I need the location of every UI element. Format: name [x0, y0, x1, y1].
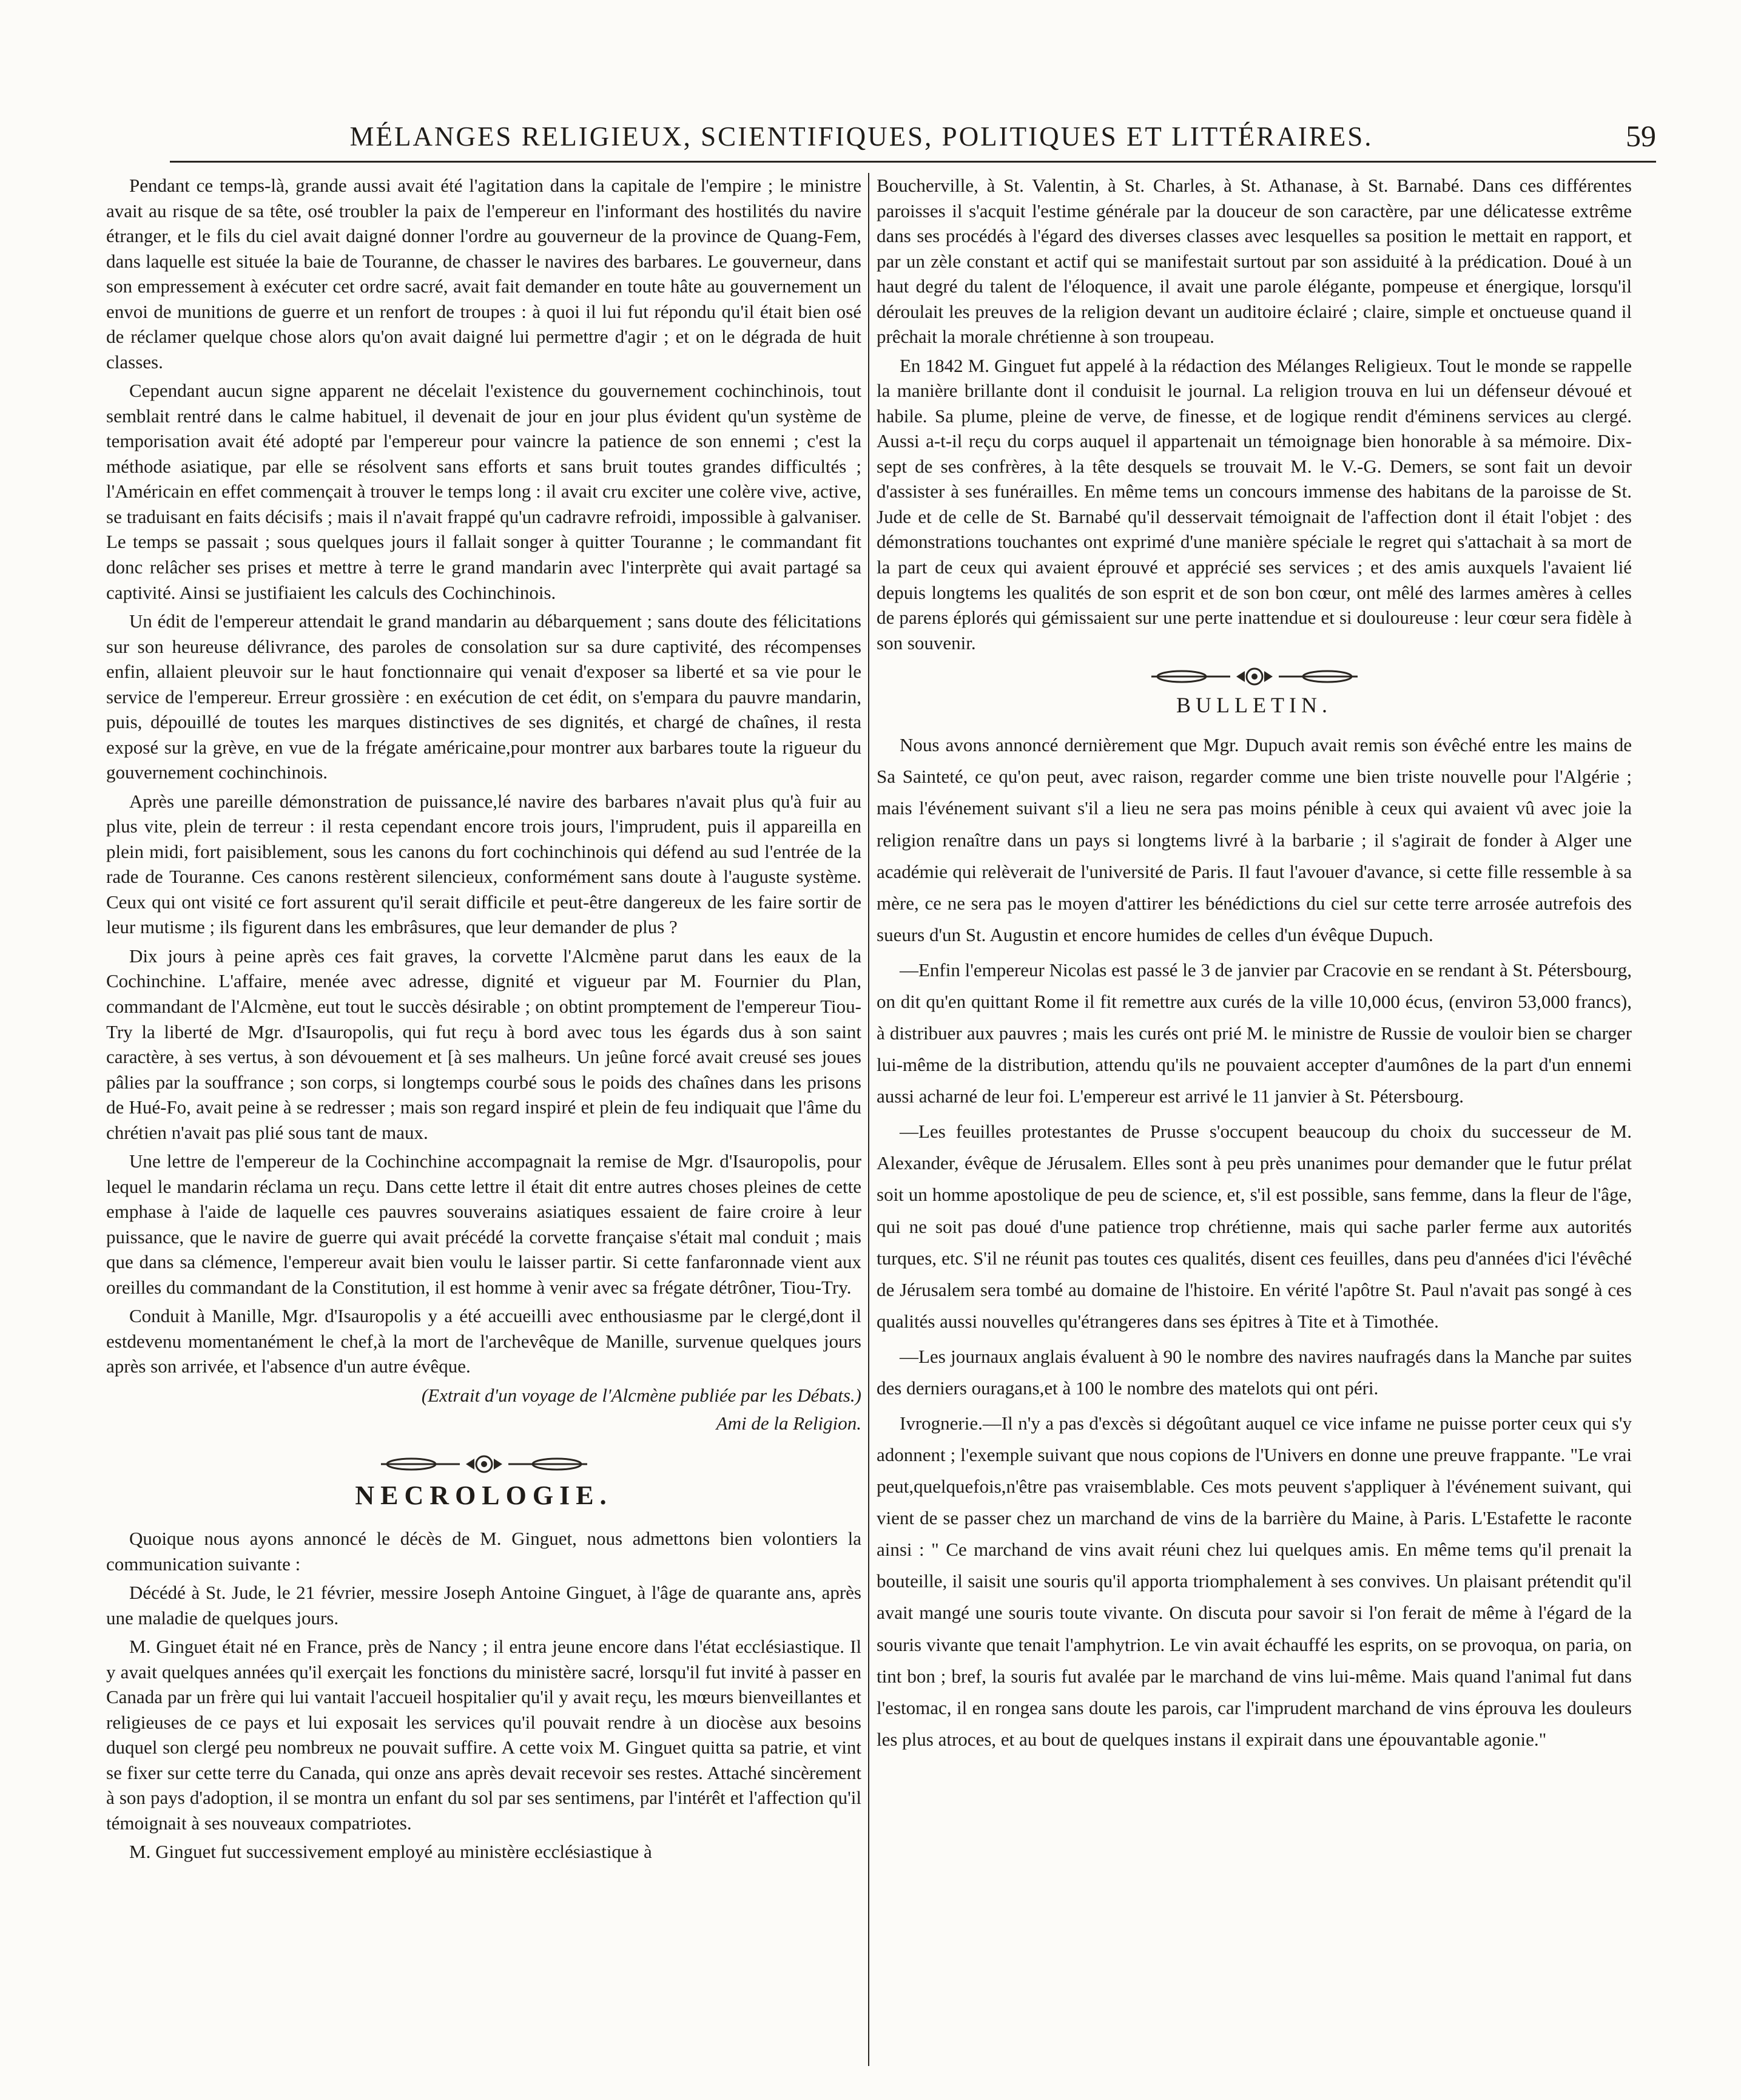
- ornament-divider-icon: [375, 1454, 593, 1474]
- article-paragraph: Dix jours à peine après ces fait graves, la corvette l'Alcmène parut dans les eaux de la Cochinchine. L'affaire, menée avec adresse, dignité et vigueur par M. Fournier du Plan, commandant de l'Alcmène, eut tout le succès désirable ; on obtint promptement de l'empereur Tiou-Try la liberté de Mgr. d'Isauropolis, qui fut reçu à bord avec tous les égards dus à son saint caractère, à ses vertus, à son dévouement et [à ses malheurs. Un jeûne forcé avait creusé ses joues pâlies par la souffrance ; son corps, si longtemps courbé sous le poids des chaînes dans les prisons de Hué-Fo, avait peine à se redresser ; mais son regard inspiré et plein de feu indiquait que l'âme du chrétien n'avait pas plié sous tant de maux.: [106, 945, 861, 1143]
- article-paragraph: M. Ginguet était né en France, près de Nancy ; il entra jeune encore dans l'état ecclésiastique. Il y avait quelques années qu'il exerçait les fonctions du ministère sacré, lorsqu'il fut invité à passer en Canada par un frère qui lui vantait l'accueil hospitalier qu'il y avait reçu, les mœurs bienveillantes et religieuses de ce pays et lui exposait les services qu'il pouvait rendre à un diocèse aux besoins duquel son clergé peu nombreux ne pouvait suffire. A cette voix M. Ginguet quitta sa patrie, et vint se fixer sur cette terre du Canada, qui onze ans après devait recevoir ses restes. Attaché sincèrement à son pays d'adoption, il se montra un enfant du sol par ses sentimens, par l'intérêt et l'affection qu'il témoignait à ses nouveaux compatriotes.: [106, 1636, 861, 1834]
- article-paragraph: Ivrognerie.—Il n'y a pas d'excès si dégoûtant auquel ce vice infame ne puisse porter ceux qui s'y adonnent ; l'exemple suivant que nous copions de l'Univers en donne une preuve frappante. "Le vrai peut,quelquefois,n'être pas vraisemblable. Ces mots peuvent s'appliquer à l'événement suivant, qui vient de se passer chez un marchand de vins de la barrière du Maine, à Paris. L'Estafette le raconte ainsi : " Ce marchand de vins avait réuni chez lui quelques amis. En même tems qu'il prenait la bouteille, il saisit une souris qu'il apporta triomphalement à ses convives. Un plaisant prétendit qu'il avait mangé une souris toute vivante. On discuta pour savoir si l'on ferait de même à l'égard de la souris vivante que tenait l'amphytrion. Le vin avait échauffé les esprits, on se provoqua, on paria, on tint bon ; bref, la souris fut avalée par le marchand de vins lui-même. Mais quand l'animal fut dans l'estomac, il en rongea sans doute les parois, car l'imprudent marchand de vins éprouva les douleurs les plus atroces, et au bout de quelques instans il expirait dans une épouvantable agonie.": [877, 1412, 1632, 1750]
- page-number: 59: [1626, 119, 1656, 153]
- bulletin-section: [877, 729, 1632, 1755]
- citation-source: Ami de la Religion.: [716, 1412, 861, 1434]
- article-paragraph: Boucherville, à St. Valentin, à St. Charles, à St. Athanase, à St. Barnabé. Dans ces différentes paroisses il s'acquit l'estime générale par la douceur de son caractère, par une délicatesse extrême dans ses procédés à l'égard des diverses classes avec lesquelles sa position le mettait en rapport, et par un zèle constant et actif qui se manifestait surtout par son assiduité à la prédication. Doué à un haut degré du talent de l'éloquence, il avait une parole élégante, pompeuse et énergique, lorsqu'il déroulait les preuves de la religion devant un auditoire éclairé ; claire, simple et onctueuse quand il prêchait la morale chrétienne à son troupeau.: [877, 175, 1632, 348]
- article-citation: (Extrait d'un voyage de l'Alcmène publiée par les Débats.): [421, 1384, 861, 1406]
- article-paragraph: Nous avons annoncé dernièrement que Mgr. Dupuch avait remis son évêché entre les mains de Sa Sainteté, ce qu'on peut, avec raison, regarder comme une bien triste nouvelle pour l'Algérie ; mais l'événement suivant s'il a lieu ne sera pas moins pénible à ceux qui avaient vû avec joie la religion renaître dans un pays si longtems livré à la barbarie ; il s'agirait de fonder à Alger une académie qui relèverait de l'université de Paris. Il faut l'avouer d'avance, si cette fille ressemble à sa mère, ce ne sera pas le moyen d'attirer les bénédictions du ciel sur cette terre arrosée autrefois des sueurs d'un St. Augustin et encore humides de celles d'un évêque Dupuch.: [877, 734, 1632, 945]
- article-paragraph: —Les journaux anglais évaluent à 90 le nombre des navires naufragés dans la Manche par suites des derniers ouragans,et à 100 le nombre des matelots qui ont péri.: [877, 1345, 1632, 1399]
- article-paragraph: Après une pareille démonstration de puissance,lé navire des barbares n'avait plus qu'à fuir au plus vite, plein de terreur : il resta cependant encore trois jours, l'imprudent, puis il appareilla en plein midi, fort paisiblement, sous les canons du fort cochinchinois qui défend au sud l'entrée de la rade de Touranne. Ces canons restèrent silencieux, conformément sans doute à l'auguste système. Ceux qui ont visité ce fort assurent qu'il serait difficile et peut-être dangereux de les faire sortir de leur mutisme ; ils figurent dans les embrâsures, que leur demander de plus ?: [106, 790, 861, 938]
- left-column: [106, 173, 861, 2070]
- article-paragraph: En 1842 M. Ginguet fut appelé à la rédaction des Mélanges Religieux. Tout le monde se rappelle la manière brillante dont il conduisit le journal. La religion trouva en lui un défenseur dévoué et habile. Sa plume, pleine de verve, de finesse, et de logique rendit d'éminens services au clergé. Aussi a-t-il reçu du corps auquel il appartenait un témoignage bien honorable à sa mémoire. Dix-sept de ses confrères, à la tête desquels se trouvait M. le V.-G. Demers, se sont fait un devoir d'assister à ses funérailles. En même tems un concours immense des habitans de la paroisse de St. Jude et de celle de St. Barnabé qu'il desservait témoignait de l'affection dont il était l'objet : des démonstrations touchantes ont exprimé d'une manière spéciale le regret qui s'attachait à sa mort de la part de ceux qui avaient éprouvé et apprécié ses services ; et des amis auxquels l'avaient lié depuis longtems les qualités de son esprit et de son bon cœur, ont mêlé des larmes amères à celles de parens éplorés qui gémissaient sur une perte inattendue et si douloureuse : leur cœur sera fidèle à son souvenir.: [877, 354, 1632, 653]
- article-paragraph: Une lettre de l'empereur de la Cochinchine accompagnait la remise de Mgr. d'Isauropolis, pour lequel le mandarin réclama un reçu. Dans cette lettre il était dit entre autres choses pleines de cette emphase à l'aide de laquelle ces pauvres souverains asiatiques essaient de faire croire à leur puissance, que le navire de guerre qui avait précédé la corvette française s'était mal conduit ; mais que dans sa clémence, l'empereur avait bien voulu le laisser partir. Si cette fanfaronnade vient aux oreilles du commandant de la Constitution, il est homme à venir avec sa frégate détrôner, Tiou-Try.: [106, 1150, 861, 1298]
- article-paragraph: Quoique nous ayons annoncé le décès de M. Ginguet, nous admettons bien volontiers la communication suivante :: [106, 1527, 861, 1575]
- article-paragraph: Cependant aucun signe apparent ne décelait l'existence du gouvernement cochinchinois, tout semblait rentré dans le calme habituel, il devenait de jour en jour plus évident qu'un système de temporisation avait été adopté par l'empereur pour vaincre la patience de son ennemi ; c'est la méthode asiatique, par elle se résolvent sans efforts et sans bruit toutes grandes difficultés ; l'Américain en effet commençait à trouver le temps long : il avait cru exciter une colère vive, active, se traduisant en faits décisifs ; mais il n'avait frappé qu'un cadravre refroidi, impossible à galvaniser. Le temps se passait ; sous quelques jours il fallait songer à quitter Touranne ; le commandant fit donc relâcher ses prises et mettre à terre le grand mandarin avec l'interprète qui avait partagé sa captivité. Ainsi se justifiaient les calculs des Cochinchinois.: [106, 380, 861, 603]
- bulletin-heading: BULLETIN.: [1176, 693, 1332, 718]
- article-paragraph: —Les feuilles protestantes de Prusse s'occupent beaucoup du choix du successeur de M. Alexander, évêque de Jérusalem. Elles sont à peu près unanimes pour demander que le futur prélat soit un homme apostolique de peu de science, et, s'il est possible, sans femme, dans la fleur de l'âge, qui ne soit pas doué d'une patience trop chrétienne, mais qui sache parler ferme aux autorités turques, etc. S'il ne réunit pas toutes ces qualités, disent ces feuilles, dans peu d'années d'ici l'évêché de Jérusalem sera tombé au domaine de l'histoire. En vérité l'apôtre St. Paul n'avait pas songé à ces qualités aussi nouvelles qu'étrangeres dans ses épitres à Tite et à Timothée.: [877, 1121, 1632, 1332]
- ornament-divider-icon: [1145, 666, 1364, 687]
- article-paragraph: Un édit de l'empereur attendait le grand mandarin au débarquement ; sans doute des félicitations sur son heureuse délivrance, des paroles de consolation sur sa dure captivité, des récompenses enfin, allaient pleuvoir sur le haut fonctionnaire qui venait d'exposer sa liberté et sa vie pour le service de l'empereur. Erreur grossière : en exécution de cet édit, on s'empara du pauvre mandarin, puis, dépouillé de toutes les marques distinctives de ses dignités, et chargé de chaînes, il resta exposé sur la grève, en vue de la frégate américaine,pour montrer aux barbares toute la rigueur du gouvernement cochinchinois.: [106, 610, 861, 783]
- article-paragraph: —Enfin l'empereur Nicolas est passé le 3 de janvier par Cracovie en se rendant à St. Pétersbourg, on dit qu'en quittant Rome il fit remettre aux curés de la ville 10,000 écus, (environ 53,000 francs), à distribuer aux pauvres ; mais les curés ont prié M. le ministre de Russie de vouloir bien se charger lui-même de la distribution, attendu qu'ils ne pouvaient accepter d'aumônes de la part d'un ennemi aussi acharné de leur foi. L'empereur est arrivé le 11 janvier à St. Pétersbourg.: [877, 959, 1632, 1107]
- column-divider: [868, 173, 869, 2066]
- article-paragraph: Pendant ce temps-là, grande aussi avait été l'agitation dans la capitale de l'empire ; le ministre avait au risque de sa tête, osé troubler la paix de l'empereur en l'informant des hostilités du navire étranger, et le fils du ciel avait daigné donner l'ordre au gouverneur de la province de Quang-Fem, dans laquelle est située la baie de Touranne, de chasser le navires des barbares. Le gouverneur, dans son empressement à exécuter cet ordre sacré, avait fait demander en toute hâte au gouvernement un envoi de munitions de guerre et un renfort de troupes : à quoi il lui fut répondu qu'il était bien osé de réclamer quelque chose alors qu'on avait daigné lui permettre d'agir ; et on le dégrada de huit classes.: [106, 175, 861, 373]
- necrologie-heading: NECROLOGIE.: [355, 1480, 613, 1511]
- page-header: [170, 118, 1656, 163]
- right-column: [877, 173, 1632, 2070]
- journal-title: MÉLANGES RELIGIEUX, SCIENTIFIQUES, POLITIQUES ET LITTÉRAIRES.: [349, 121, 1373, 152]
- article-paragraph: Conduit à Manille, Mgr. d'Isauropolis y a été accueilli avec enthousiasme par le clergé,dont il estdevenu momentanément le chef,à la mort de l'archevêque de Manille, survenue quelques jours après son arrivée, et l'absence d'un autre évêque.: [106, 1305, 861, 1377]
- article-paragraph: Décédé à St. Jude, le 21 février, messire Joseph Antoine Ginguet, à l'âge de quarante ans, après une maladie de quelques jours.: [106, 1582, 861, 1629]
- article-paragraph: M. Ginguet fut successivement employé au ministère ecclésiastique à: [129, 1841, 652, 1863]
